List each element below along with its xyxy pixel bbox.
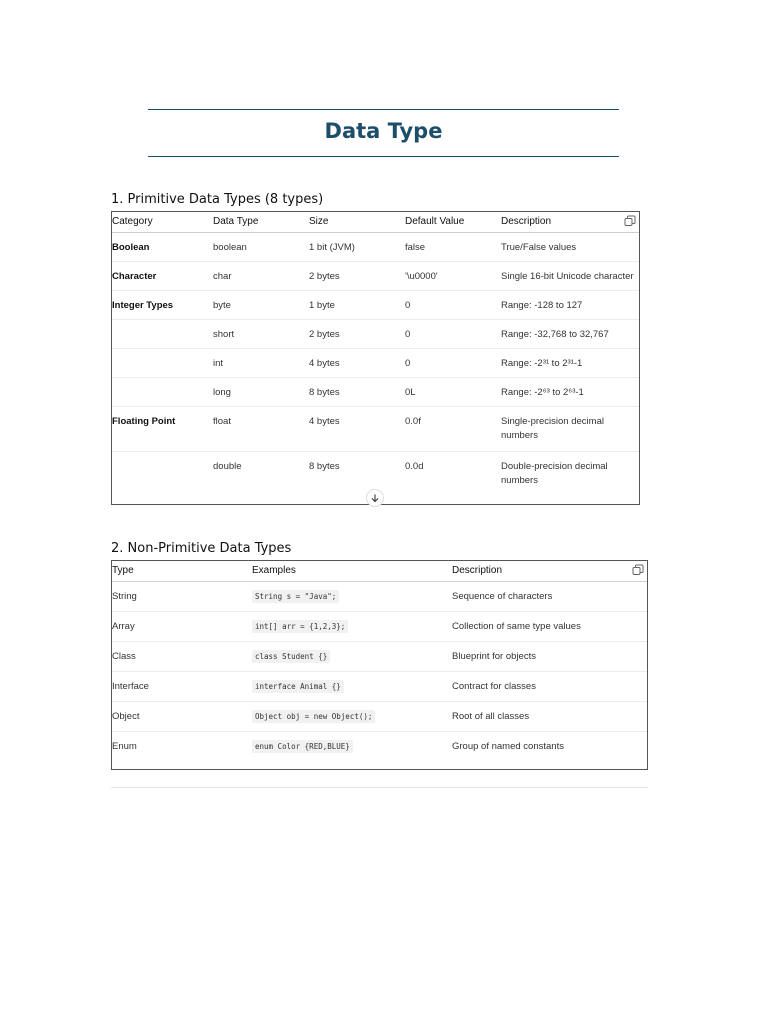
column-header: Examples [252,561,452,582]
table-cell: 0L [405,378,501,407]
table-cell: Floating Point [112,407,213,452]
table-cell: Group of named constants [452,741,564,752]
table-cell: int [213,349,309,378]
code-snippet: int[] arr = {1,2,3}; [252,620,348,633]
table-cell: short [213,320,309,349]
table-cell: String [112,582,252,612]
table-cell: 8 bytes [309,378,405,407]
table-row [112,233,639,262]
table-cell: double [213,461,242,472]
column-header: Type [112,561,252,582]
table-cell: Character [112,262,213,291]
table-cell: Sequence of characters [452,582,647,612]
copy-icon[interactable] [624,215,636,227]
table-cell: Array [112,612,252,642]
code-snippet: Object obj = new Object(); [252,710,375,723]
table-header-row [112,212,639,233]
column-header: Default Value [405,212,501,233]
table-cell [112,349,213,378]
table-cell: 2 bytes [309,320,405,349]
table-cell: 1 byte [309,291,405,320]
table-cell: Range: -2³¹ to 2³¹-1 [501,349,639,378]
table-row [112,642,647,672]
table-row [112,612,647,642]
table-row [112,407,639,452]
table-cell: Root of all classes [452,702,647,732]
table-cell [252,702,452,732]
table-cell: '\u0000' [405,262,501,291]
table-cell: 4 bytes [309,349,405,378]
table-row [112,732,647,762]
table-cell: Blueprint for objects [452,642,647,672]
table-row [112,291,639,320]
table-cell: True/False values [501,233,639,262]
table-cell: long [213,378,309,407]
table-cell: Range: -2⁶³ to 2⁶³-1 [501,378,639,407]
section-heading-non-primitive: 2. Non-Primitive Data Types [111,541,292,556]
table-cell [252,612,452,642]
table-cell: Single 16-bit Unicode character [501,262,639,291]
table-cell [252,582,452,612]
table-cell: Integer Types [112,291,213,320]
table-row [112,702,647,732]
page-title: Data Type [324,119,443,143]
table-cell: byte [213,291,309,320]
column-header: Category [112,212,213,233]
table-cell: Enum [112,741,137,752]
copy-icon[interactable] [632,564,644,576]
table-row [112,672,647,702]
table-cell: float [213,407,309,452]
bottom-divider [111,787,648,788]
code-snippet: String s = "Java"; [252,590,339,603]
code-snippet: class Student {} [252,650,330,663]
primitive-types-table [111,211,640,505]
table-row [112,320,639,349]
table-cell: Double-precision decimal numbers [501,461,608,486]
non-primitive-types-table [111,560,648,770]
table-cell: false [405,233,501,262]
column-header: Description [501,212,639,233]
table-cell: Collection of same type values [452,612,647,642]
table-cell: 8 bytes [309,461,340,472]
table-row [112,378,639,407]
table-cell: Interface [112,672,252,702]
table-cell: Single-precision decimal numbers [501,407,639,452]
table-cell: 0 [405,349,501,378]
table-cell: Object [112,702,252,732]
table-cell: 0 [405,320,501,349]
table-cell: 1 bit (JVM) [309,233,405,262]
section-heading-primitive: 1. Primitive Data Types (8 types) [111,192,324,207]
scroll-down-button[interactable] [366,489,384,507]
table-row [112,582,647,612]
table-cell: Boolean [112,233,213,262]
table-cell [112,320,213,349]
column-header: Description [452,561,647,582]
table-cell: 0 [405,291,501,320]
title-top-rule [148,109,619,110]
table-cell: 0.0d [405,461,424,472]
table-row [112,262,639,291]
table-cell: char [213,262,309,291]
table-cell [252,642,452,672]
arrow-down-icon [370,493,380,503]
table-cell [252,732,452,762]
table-cell: 2 bytes [309,262,405,291]
table-cell: Class [112,642,252,672]
column-header: Data Type [213,212,309,233]
code-snippet: enum Color {RED,BLUE} [252,740,353,753]
table-cell: 4 bytes [309,407,405,452]
table-cell: Contract for classes [452,672,647,702]
table-cell [252,672,452,702]
table-cell: 0.0f [405,407,501,452]
table-cell: Range: -128 to 127 [501,291,639,320]
table-cell [112,378,213,407]
table-cell [112,452,213,497]
table-cell: Range: -32,768 to 32,767 [501,320,639,349]
column-header: Size [309,212,405,233]
title-bottom-rule [148,156,619,157]
table-row [112,349,639,378]
table-header-row [112,561,647,582]
table-cell: boolean [213,233,309,262]
code-snippet: interface Animal {} [252,680,344,693]
